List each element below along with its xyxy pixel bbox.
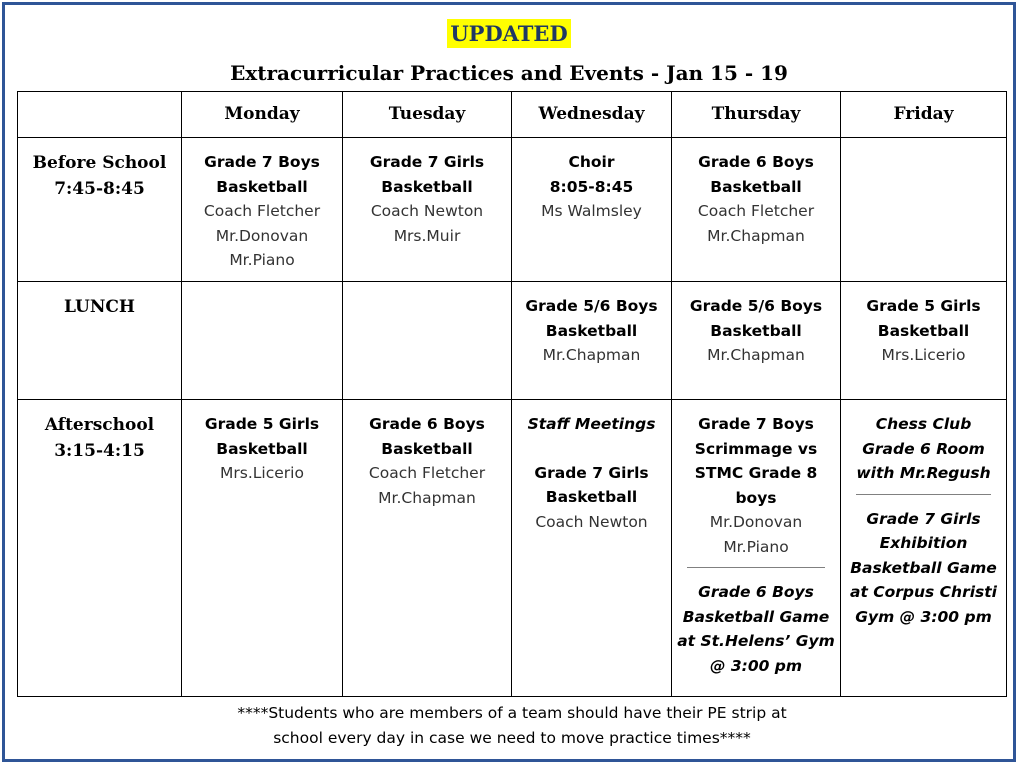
supervisor: Mr.Chapman (542, 346, 641, 364)
supervisor: Coach Fletcher (203, 202, 321, 220)
schedule-table (17, 91, 1007, 697)
activity-title: Basketball (381, 439, 473, 458)
scrimmage-title: Grade 7 Boys (698, 415, 814, 433)
chess-club-event: with Mr.Regush (856, 464, 991, 482)
after-wednesday-cell (512, 400, 672, 697)
before-school-row (18, 138, 1007, 282)
supervisor: Mr.Piano (723, 537, 789, 556)
supervisor: Mr.Chapman (707, 226, 805, 245)
supervisor: Mr.Donovan (709, 513, 803, 531)
activity-title: Basketball (877, 321, 970, 340)
exhibition-event: Basketball Game (850, 558, 997, 577)
activity-title: Grade 6 Boys (369, 415, 485, 433)
activity-title: Basketball (545, 488, 638, 506)
supervisor: Ms Walmsley (541, 202, 642, 220)
scrimmage-title: boys (735, 488, 777, 507)
before-monday-cell (182, 138, 343, 282)
updated-banner: UPDATED (447, 19, 570, 48)
after-tuesday-cell (343, 400, 512, 697)
supervisor: Coach Newton (370, 202, 484, 220)
lunch-friday-cell (841, 282, 1007, 400)
activity-title: Basketball (216, 177, 308, 196)
exhibition-event: Grade 7 Girls (866, 509, 981, 528)
game-event: @ 3:00 pm (709, 656, 803, 675)
game-event: Grade 6 Boys (698, 583, 814, 601)
header-row (18, 92, 1007, 138)
row-header-before-school (18, 138, 182, 282)
row-header-lunch (18, 282, 182, 400)
activity-title: Grade 5 Girls (204, 415, 320, 433)
chess-club-event: Chess Club (875, 415, 972, 433)
activity-title: Choir (568, 153, 615, 171)
activity-title: Basketball (545, 321, 638, 340)
activity-title: Grade 7 Girls (369, 153, 485, 171)
lunch-thursday-cell (672, 282, 841, 400)
before-thursday-cell (672, 138, 841, 282)
supervisor: Mr.Piano (229, 251, 295, 269)
activity-time: 8:05-8:45 (549, 177, 634, 196)
exhibition-event: Exhibition (879, 534, 968, 552)
activity-title: Grade 6 Boys (698, 153, 814, 171)
activity-title: Basketball (216, 439, 308, 458)
divider (856, 494, 991, 495)
activity-title: Grade 5/6 Boys (689, 297, 823, 315)
supervisor: Coach Newton (535, 512, 648, 531)
lunch-label: LUNCH (64, 297, 135, 317)
supervisor: Mr.Chapman (378, 488, 476, 507)
before-school-label: Before School (32, 153, 167, 173)
supervisor: Mr.Chapman (707, 346, 805, 364)
before-friday-cell (841, 138, 1007, 282)
after-friday-cell (841, 400, 1007, 697)
supervisor: Mrs.Licerio (881, 346, 966, 364)
lunch-tuesday-cell (343, 282, 512, 400)
game-event: Basketball Game (682, 607, 830, 626)
supervisor: Coach Fletcher (368, 464, 486, 482)
before-school-time: 7:45-8:45 (54, 179, 145, 199)
spacer (512, 437, 671, 461)
supervisor: Mrs.Licerio (220, 464, 304, 482)
supervisor: Mr.Donovan (215, 226, 309, 245)
chess-club-event: Grade 6 Room (862, 439, 985, 458)
day-header-wednesday: Wednesday (512, 92, 672, 138)
divider (687, 567, 825, 568)
row-header-afterschool (18, 400, 182, 697)
supervisor: Coach Fletcher (697, 202, 815, 220)
page-title: Extracurricular Practices and Events - Jan 15 - 19 (230, 61, 788, 85)
corner-cell (18, 92, 182, 138)
day-header-tuesday: Tuesday (343, 92, 512, 138)
day-header-thursday: Thursday (672, 92, 841, 138)
exhibition-event: at Corpus Christi (849, 583, 997, 601)
supervisor: Mrs.Muir (393, 226, 461, 245)
staff-meetings-note: Staff Meetings (527, 415, 656, 433)
day-header-friday: Friday (841, 92, 1007, 138)
footer-note-line: ****Students who are members of a team should have their PE strip at (237, 704, 787, 722)
activity-title: Grade 7 Boys (204, 153, 320, 171)
lunch-monday-cell (182, 282, 343, 400)
footer-note-line: school every day in case we need to move practice times**** (273, 729, 751, 747)
activity-title: Grade 7 Girls (534, 463, 649, 482)
before-tuesday-cell (343, 138, 512, 282)
after-monday-cell (182, 400, 343, 697)
afterschool-label: Afterschool (44, 415, 155, 435)
day-header-monday: Monday (182, 92, 343, 138)
updated-banner-wrap (5, 19, 1013, 48)
scrimmage-title: STMC Grade 8 (694, 464, 818, 482)
afterschool-row (18, 400, 1007, 697)
activity-title: Grade 5/6 Boys (525, 297, 658, 315)
footer-note (0, 701, 1024, 751)
after-thursday-cell (672, 400, 841, 697)
activity-title: Basketball (710, 321, 802, 340)
afterschool-time: 3:15-4:15 (54, 441, 145, 461)
activity-title: Basketball (710, 177, 802, 196)
game-event: at St.Helens’ Gym (677, 632, 835, 650)
exhibition-event: Gym @ 3:00 pm (855, 607, 992, 626)
activity-title: Grade 5 Girls (866, 297, 981, 315)
scrimmage-title: Scrimmage vs (694, 439, 818, 458)
lunch-row (18, 282, 1007, 400)
before-wednesday-cell (512, 138, 672, 282)
activity-title: Basketball (381, 177, 473, 196)
lunch-wednesday-cell (512, 282, 672, 400)
